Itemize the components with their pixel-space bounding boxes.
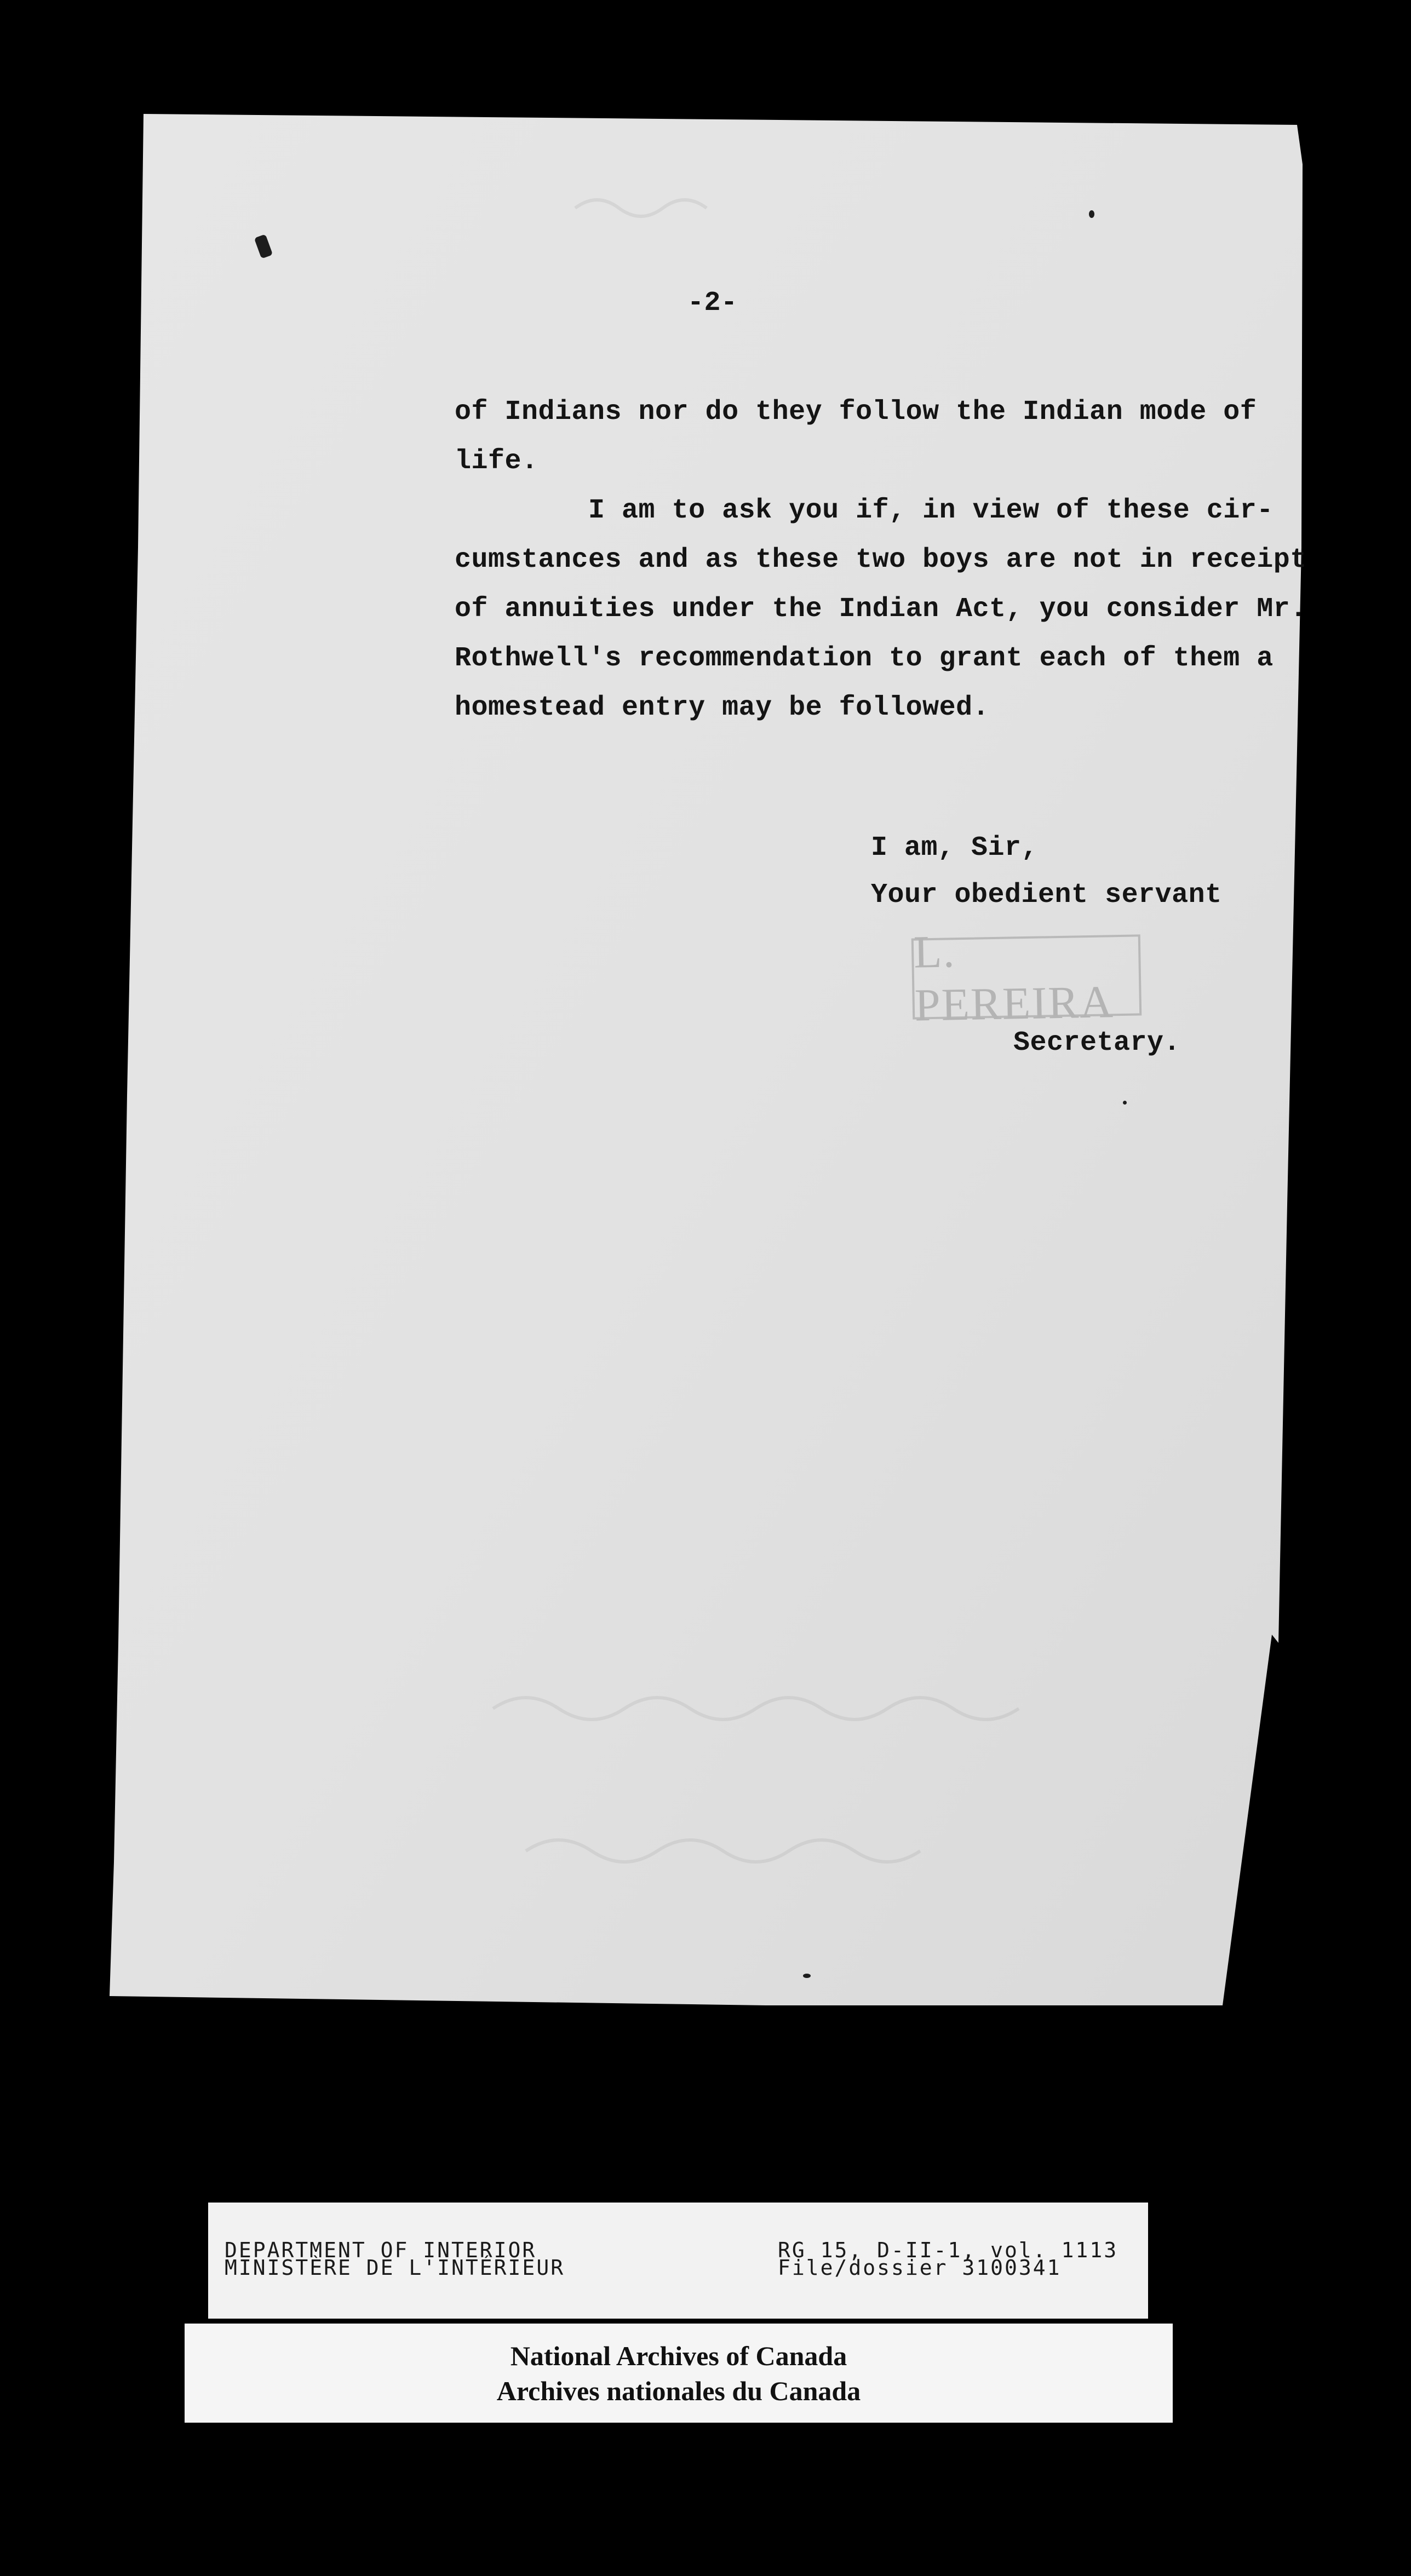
body-line: cumstances and as these two boys are not in receipt	[455, 544, 1307, 576]
page-number: -2-	[687, 288, 738, 319]
body-line: of Indians nor do they follow the Indian mode of	[455, 396, 1257, 428]
signatory-title: Secretary.	[1013, 1027, 1181, 1059]
body-line: Rothwell's recommendation to grant each of them a	[455, 643, 1274, 674]
archives-name-en: National Archives of Canada	[510, 2341, 847, 2371]
valediction: Your obedient servant	[871, 879, 1222, 911]
archive-reference-label	[208, 2203, 1148, 2319]
dept-name-fr: MINISTÈRE DE L'INTÉRIEUR	[225, 2256, 565, 2280]
ink-mark	[803, 1974, 811, 1978]
archives-name-fr: Archives nationales du Canada	[496, 2376, 861, 2406]
ink-mark	[1123, 1101, 1127, 1105]
ink-mark	[1089, 210, 1094, 218]
stamp-name: L. PEREIRA	[913, 926, 1115, 1031]
dept-name-en: DEPARTMENT OF INTERIOR	[225, 2238, 537, 2262]
body-line: life.	[455, 446, 538, 477]
salutation: I am, Sir,	[871, 832, 1039, 864]
body-line: I am to ask you if, in view of these cir-	[455, 495, 1274, 526]
archives-banner	[185, 2324, 1173, 2423]
body-line: of annuities under the Indian Act, you consider Mr.	[455, 594, 1307, 625]
file-number: File/dossier 3100341	[778, 2256, 1062, 2280]
signature-stamp	[911, 926, 1142, 1031]
record-group-reference: RG 15, D-II-1, vol. 1113	[778, 2238, 1119, 2262]
body-line: homestead entry may be followed.	[455, 692, 990, 723]
